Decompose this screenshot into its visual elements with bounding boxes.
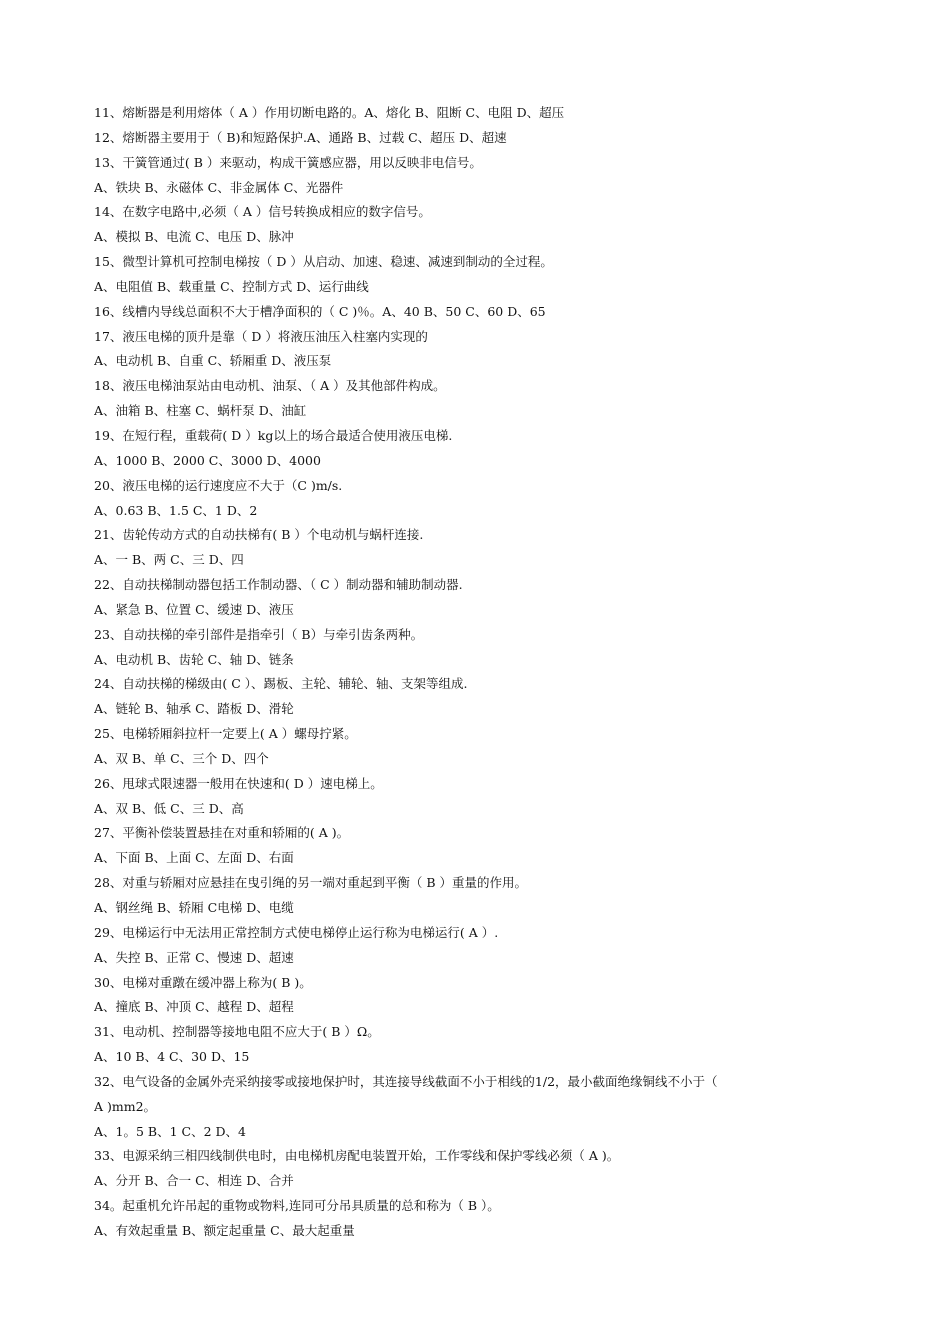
text-line: 25、电梯轿厢斜拉杆一定要上( A ）螺母拧紧。	[94, 726, 357, 742]
text-line: A、0.63 B、1.5 C、1 D、2	[94, 502, 258, 518]
text-line: 23、自动扶梯的牵引部件是指牵引（ B）与牵引齿条两种。	[94, 626, 424, 642]
text-line: A、失控 B、正常 C、慢速 D、超速	[94, 949, 294, 965]
text-line: A、1000 B、2000 C、3000 D、4000	[94, 452, 321, 468]
text-line: A、紧急 B、位置 C、缓速 D、液压	[94, 601, 294, 617]
text-line: 14、在数字电路中,必须（ A ）信号转换成相应的数字信号。	[94, 204, 431, 220]
text-line: 12、熔断器主要用于（ B)和短路保护.A、通路 B、过载 C、超压 D、超速	[94, 129, 507, 145]
text-line: 19、在短行程，重载荷( D ）kg以上的场合最适合使用液压电梯.	[94, 427, 453, 443]
text-line: 18、液压电梯油泵站由电动机、油泵、（ A ）及其他部件构成。	[94, 378, 446, 394]
text-line: A、撞底 B、冲顶 C、越程 D、超程	[94, 999, 294, 1015]
text-line: 13、干簧管通过( B ）来驱动，构成干簧感应器，用以反映非电信号。	[94, 154, 482, 170]
text-line: 27、平衡补偿装置悬挂在对重和轿厢的( A )。	[94, 825, 350, 841]
question-list	[94, 101, 854, 1244]
text-line: A、油箱 B、柱塞 C、蜗杆泵 D、油缸	[94, 403, 307, 419]
text-line: 22、自动扶梯制动器包括工作制动器、（ C ）制动器和辅助制动器.	[94, 577, 463, 593]
text-line: A、有效起重量 B、额定起重量 C、最大起重量	[94, 1222, 355, 1238]
text-line: A、铁块 B、永磁体 C、非金属体 C、光器件	[94, 179, 344, 195]
text-line: 31、电动机、控制器等接地电阻不应大于( B ）Ω。	[94, 1024, 380, 1040]
text-line: 24、自动扶梯的梯级由( C ）、踢板、主轮、辅轮、轴、支架等组成.	[94, 676, 468, 692]
text-line: A、电阻值 B、载重量 C、控制方式 D、运行曲线	[94, 278, 369, 294]
text-line: 26、甩球式限速器一般用在快速和( D ）速电梯上。	[94, 775, 383, 791]
text-line: 28、对重与轿厢对应悬挂在曳引绳的另一端对重起到平衡（ B ）重量的作用。	[94, 875, 528, 891]
text-line: 30、电梯对重蹾在缓冲器上称为( B )。	[94, 974, 312, 990]
text-line: 16、线槽内导线总面积不大于槽净面积的（ C )％。A、40 B、50 C、60 D、65	[94, 303, 546, 319]
text-line: 15、微型计算机可控制电梯按（ D ）从启动、加速、稳速、减速到制动的全过程。	[94, 254, 553, 270]
text-line: A、下面 B、上面 C、左面 D、右面	[94, 850, 294, 866]
text-line: A、10 B、4 C、30 D、15	[94, 1049, 250, 1065]
text-line: A、链轮 B、轴承 C、踏板 D、滑轮	[94, 701, 294, 717]
text-line: 34。起重机允许吊起的重物或物料,连同可分吊具质量的总和称为（ B ）。	[94, 1198, 500, 1214]
text-line: 20、液压电梯的运行速度应不大于（C )m/s.	[94, 477, 343, 493]
text-line: 11、熔断器是利用熔体（ A ）作用切断电路的。A、熔化 B、阻断 C、电阻 D、超压	[94, 105, 565, 120]
text-line: A、双 B、低 C、三 D、高	[94, 800, 244, 816]
text-line: A )mm2。	[94, 1098, 157, 1114]
text-line: A、电动机 B、自重 C、轿厢重 D、液压泵	[94, 353, 332, 369]
text-line: A、电动机 B、齿轮 C、轴 D、链条	[94, 651, 294, 667]
text-line: A、双 B、单 C、三个 D、四个	[94, 750, 269, 766]
text-line: 29、电梯运行中无法用正常控制方式使电梯停止运行称为电梯运行( A ）.	[94, 924, 499, 940]
text-line: 17、液压电梯的顶升是靠（ D ）将液压油压入柱塞内实现的	[94, 328, 428, 344]
text-line: 33、电源采纳三相四线制供电时，由电梯机房配电装置开始，工作零线和保护零线必须（ A )。	[94, 1148, 620, 1164]
text-line: 32、电气设备的金属外壳采纳接零或接地保护时，其连接导线截面不小于相线的1/2，最小截面绝缘铜线不小于（	[94, 1073, 718, 1089]
text-line: A、一 B、两 C、三 D、四	[94, 552, 244, 568]
text-line: A、分开 B、合一 C、相连 D、合并	[94, 1173, 294, 1189]
text-line: A、1。5 B、1 C、2 D、4	[94, 1123, 246, 1139]
text-line: A、模拟 B、电流 C、电压 D、脉冲	[94, 229, 294, 245]
text-line: 21、齿轮传动方式的自动扶梯有( B ）个电动机与蜗杆连接.	[94, 527, 424, 543]
text-line: A、钢丝绳 B、轿厢 C电梯 D、电缆	[94, 900, 294, 915]
